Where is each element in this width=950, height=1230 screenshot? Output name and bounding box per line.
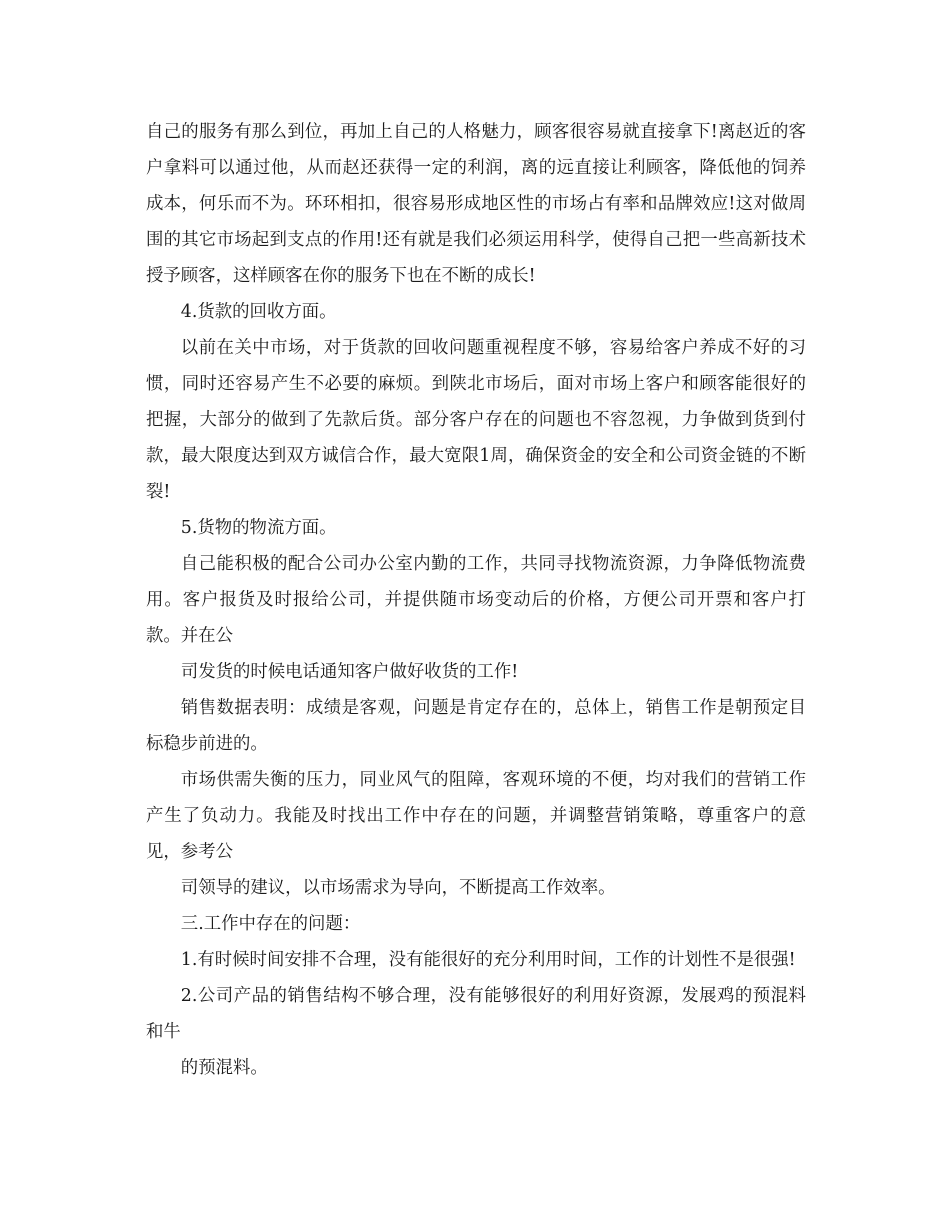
paragraph: 市场供需失衡的压力，同业风气的阻障，客观环境的不便，均对我们的营销工作产生了负动力。我能及时找出工作中存在的问题，并调整营销策略，尊重客户的意见，参考公: [146, 770, 806, 862]
paragraph: 以前在关中市场，对于货款的回收问题重视程度不够，容易给客户养成不好的习惯，同时还容易产生不必要的麻烦。到陕北市场后，面对市场上客户和顾客能很好的把握，大部分的做到了先款后货。部分客户存在的问题也不容忽视，力争做到货到付款，最大限度达到双方诚信合作，最大宽限1周，确保资金的安全和公司资金链的不断裂!: [146, 338, 806, 502]
section-heading-payment-collection: 4.货款的回收方面。: [180, 302, 337, 322]
paragraph: 销售数据表明：成绩是客观，问题是肯定存在的，总体上，销售工作是朝预定目标稳步前进的。: [146, 698, 806, 754]
paragraph: 司发货的时候电话通知客户做好收货的工作!: [180, 662, 519, 682]
paragraph: 自己能积极的配合公司办公室内勤的工作，共同寻找物流资源，力争降低物流费用。客户报货及时报给公司，并提供随市场变动后的价格，方便公司开票和客户打款。并在公: [146, 554, 806, 646]
paragraph: 自己的服务有那么到位，再加上自己的人格魅力，顾客很容易就直接拿下!离赵近的客户拿料可以通过他，从而赵还获得一定的利润，离的远直接让利顾客，降低他的饲养成本，何乐而不为。环环相扣，很容易形成地区性的市场占有率和品牌效应!这对做周围的其它市场起到支点的作用!还有就是我们必须运用科学，使得自己把一些高新技术授予顾客，这样顾客在你的服务下也在不断的成长!: [146, 122, 806, 286]
paragraph: 司领导的建议，以市场需求为导向，不断提高工作效率。: [180, 878, 616, 898]
document-body: [146, 114, 806, 1086]
section-heading-logistics: 5.货物的物流方面。: [180, 518, 337, 538]
paragraph: 的预混料。: [180, 1058, 268, 1078]
list-item: 1.有时候时间安排不合理，没有能很好的充分利用时间，工作的计划性不是很强!: [180, 950, 796, 970]
section-heading-problems: 三.工作中存在的问题：: [180, 914, 361, 934]
list-item: 2.公司产品的销售结构不够合理，没有能够很好的利用好资源，发展鸡的预混料和牛: [146, 986, 806, 1042]
